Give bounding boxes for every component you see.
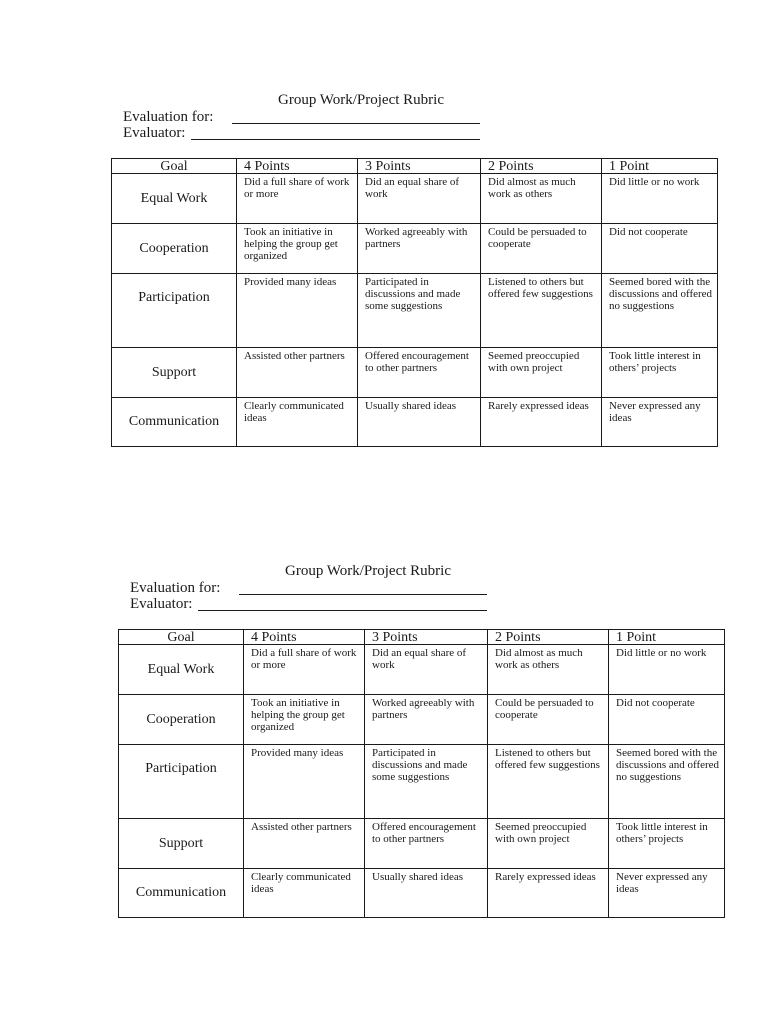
criteria-cell: Worked agreeably with partners [365, 695, 488, 745]
table-row [112, 174, 718, 224]
evaluator-label: Evaluator: [130, 596, 193, 612]
criteria-cell: Rarely expressed ideas [488, 869, 609, 918]
criteria-cell: Usually shared ideas [358, 398, 481, 447]
criteria-cell: Provided many ideas [237, 274, 358, 348]
criteria-cell: Took an initiative in helping the group get organized [237, 224, 358, 274]
rubric-bottom [118, 561, 720, 923]
evaluator-blank-line [198, 610, 487, 611]
criteria-cell: Participated in discussions and made some suggestions [365, 745, 488, 819]
criteria-cell: Offered encouragement to other partners [358, 348, 481, 398]
table-row [119, 645, 725, 695]
criteria-cell: Did an equal share of work [365, 645, 488, 695]
goal-label: Participation [112, 274, 237, 348]
points-column-header: 4 Points [244, 630, 365, 645]
goal-label: Support [119, 819, 244, 869]
rubric-title: Group Work/Project Rubric [285, 563, 451, 579]
points-column-header: 2 Points [481, 159, 602, 174]
criteria-cell: Never expressed any ideas [609, 869, 725, 918]
goal-label: Cooperation [112, 224, 237, 274]
goal-label: Participation [119, 745, 244, 819]
criteria-cell: Could be persuaded to cooperate [488, 695, 609, 745]
table-header-row [112, 159, 718, 174]
criteria-cell: Assisted other partners [237, 348, 358, 398]
evaluator-blank-line [191, 139, 480, 140]
criteria-cell: Seemed preoccupied with own project [481, 348, 602, 398]
points-column-header: 3 Points [365, 630, 488, 645]
goal-label: Communication [119, 869, 244, 918]
table-row [119, 869, 725, 918]
points-column-header: 1 Point [609, 630, 725, 645]
criteria-cell: Usually shared ideas [365, 869, 488, 918]
evaluation-for-blank-line [232, 123, 480, 124]
evaluation-for-blank-line [239, 594, 487, 595]
table-header-row [119, 630, 725, 645]
criteria-cell: Seemed bored with the discussions and offered no suggestions [609, 745, 725, 819]
criteria-cell: Did almost as much work as others [481, 174, 602, 224]
evaluator-label: Evaluator: [123, 125, 186, 141]
goal-column-header: Goal [112, 159, 237, 174]
rubric-table [111, 158, 718, 447]
criteria-cell: Listened to others but offered few suggestions [488, 745, 609, 819]
points-column-header: 1 Point [602, 159, 718, 174]
goal-column-header: Goal [119, 630, 244, 645]
criteria-cell: Did little or no work [602, 174, 718, 224]
rubric-table [118, 629, 725, 918]
goal-label: Equal Work [112, 174, 237, 224]
criteria-cell: Offered encouragement to other partners [365, 819, 488, 869]
criteria-cell: Assisted other partners [244, 819, 365, 869]
criteria-cell: Could be persuaded to cooperate [481, 224, 602, 274]
table-row [119, 819, 725, 869]
table-row [112, 274, 718, 348]
criteria-cell: Clearly communicated ideas [237, 398, 358, 447]
evaluation-for-label: Evaluation for: [123, 109, 214, 125]
criteria-cell: Did not cooperate [602, 224, 718, 274]
criteria-cell: Seemed bored with the discussions and offered no suggestions [602, 274, 718, 348]
criteria-cell: Worked agreeably with partners [358, 224, 481, 274]
goal-label: Equal Work [119, 645, 244, 695]
rubric-top [111, 90, 713, 452]
criteria-cell: Did almost as much work as others [488, 645, 609, 695]
criteria-cell: Took little interest in others’ projects [609, 819, 725, 869]
table-row [119, 695, 725, 745]
criteria-cell: Rarely expressed ideas [481, 398, 602, 447]
criteria-cell: Provided many ideas [244, 745, 365, 819]
table-row [112, 224, 718, 274]
goal-label: Communication [112, 398, 237, 447]
criteria-cell: Did an equal share of work [358, 174, 481, 224]
criteria-cell: Took little interest in others’ projects [602, 348, 718, 398]
criteria-cell: Seemed preoccupied with own project [488, 819, 609, 869]
points-column-header: 2 Points [488, 630, 609, 645]
criteria-cell: Listened to others but offered few suggestions [481, 274, 602, 348]
criteria-cell: Participated in discussions and made some suggestions [358, 274, 481, 348]
points-column-header: 4 Points [237, 159, 358, 174]
evaluation-for-label: Evaluation for: [130, 580, 221, 596]
criteria-cell: Clearly communicated ideas [244, 869, 365, 918]
criteria-cell: Did not cooperate [609, 695, 725, 745]
criteria-cell: Did a full share of work or more [244, 645, 365, 695]
goal-label: Cooperation [119, 695, 244, 745]
points-column-header: 3 Points [358, 159, 481, 174]
table-row [119, 745, 725, 819]
criteria-cell: Did a full share of work or more [237, 174, 358, 224]
criteria-cell: Never expressed any ideas [602, 398, 718, 447]
criteria-cell: Took an initiative in helping the group get organized [244, 695, 365, 745]
criteria-cell: Did little or no work [609, 645, 725, 695]
table-row [112, 348, 718, 398]
table-row [112, 398, 718, 447]
goal-label: Support [112, 348, 237, 398]
rubric-title: Group Work/Project Rubric [278, 92, 444, 108]
